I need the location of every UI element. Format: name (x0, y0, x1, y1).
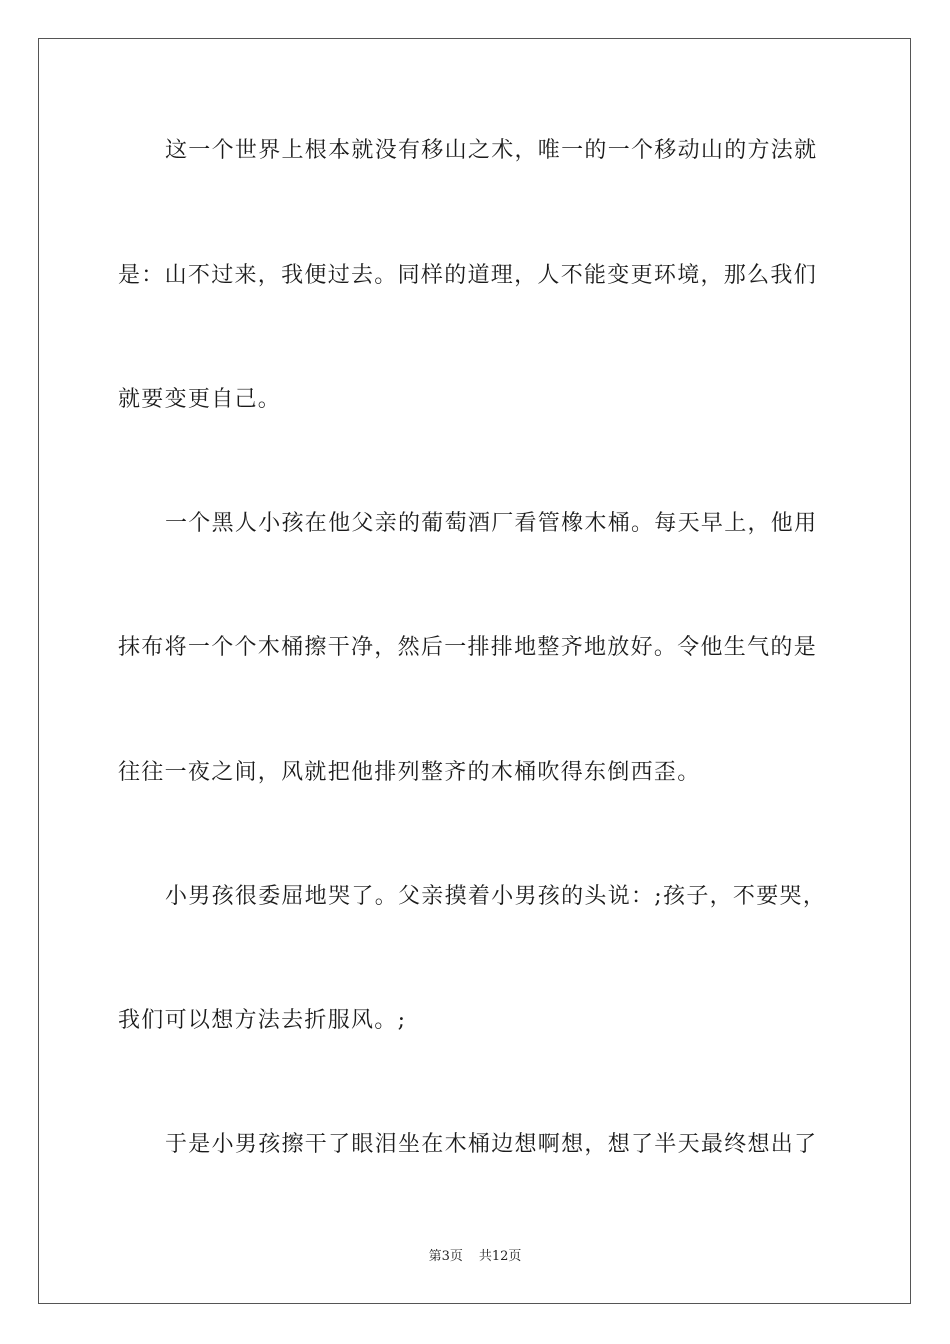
text-line-2: 是：山不过来，我便过去。同样的道理，人不能变更环境，那么我们 (118, 263, 818, 288)
text-line-1: 这一个世界上根本就没有移山之术，唯一的一个移动山的方法就 (165, 138, 818, 163)
page-footer (0, 1248, 950, 1266)
text-line-4: 一个黑人小孩在他父亲的葡萄酒厂看管橡木桶。每天早上，他用 (165, 511, 818, 536)
text-line-8: 我们可以想方法去折服风。; (118, 1008, 407, 1033)
text-line-9: 于是小男孩擦干了眼泪坐在木桶边想啊想，想了半天最终想出了 (165, 1132, 818, 1157)
text-line-7: 小男孩很委屈地哭了。父亲摸着小男孩的头说：;孩子，不要哭， (165, 884, 827, 909)
page-total: 共12页 (478, 1249, 522, 1264)
text-line-6: 往往一夜之间，风就把他排列整齐的木桶吹得东倒西歪。 (118, 760, 701, 785)
page-frame (38, 38, 911, 1304)
page-number: 第3页 (428, 1249, 463, 1264)
text-line-3: 就要变更自己。 (118, 387, 282, 412)
text-line-5: 抹布将一个个木桶擦干净，然后一排排地整齐地放好。令他生气的是 (118, 635, 818, 660)
